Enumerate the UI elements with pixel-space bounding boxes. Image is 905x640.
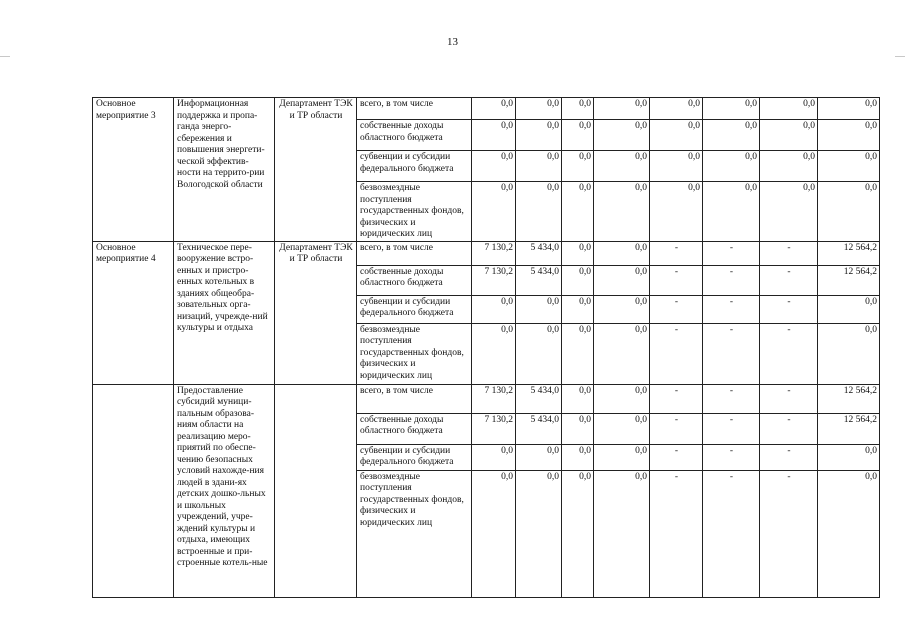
value-cell: 0,0 xyxy=(516,470,562,597)
value-cell: 0,0 xyxy=(594,151,650,182)
value-cell: 0,0 xyxy=(562,120,594,151)
funding-source-cell: субвенции и субсидии федерального бюджета xyxy=(357,295,472,323)
value-cell: - xyxy=(703,470,760,597)
value-cell: 0,0 xyxy=(562,151,594,182)
value-cell: 0,0 xyxy=(472,470,516,597)
funding-source-cell: всего, в том числе xyxy=(357,241,472,265)
value-cell: 0,0 xyxy=(594,98,650,120)
table-row xyxy=(93,241,880,265)
value-cell: 0,0 xyxy=(562,241,594,265)
value-cell: 0,0 xyxy=(760,182,818,242)
value-cell: - xyxy=(760,470,818,597)
value-cell: 0,0 xyxy=(594,323,650,384)
value-cell: 0,0 xyxy=(562,384,594,413)
value-cell: - xyxy=(760,384,818,413)
description-cell: Техническое пере-вооружение встро-енных и пристро-енных котельных в зданиях общеобра-зовательных орга-низаций, учрежде-ний культуры и отдыха xyxy=(174,241,275,384)
value-cell: - xyxy=(760,241,818,265)
value-cell: 12 564,2 xyxy=(818,413,880,444)
department-cell: Департамент ТЭК и ТР области xyxy=(275,98,357,242)
value-cell: 0,0 xyxy=(650,182,703,242)
value-cell: - xyxy=(650,265,703,295)
value-cell: 0,0 xyxy=(562,182,594,242)
value-cell: 5 434,0 xyxy=(516,241,562,265)
value-cell: - xyxy=(703,265,760,295)
value-cell: 0,0 xyxy=(472,323,516,384)
event-cell: Основное мероприятие 3 xyxy=(93,98,174,242)
value-cell: - xyxy=(760,323,818,384)
value-cell: 0,0 xyxy=(516,444,562,470)
value-cell: 0,0 xyxy=(818,444,880,470)
funding-source-cell: безвозмездные поступления государственных фондов, физических и юридических лиц xyxy=(357,323,472,384)
value-cell: 0,0 xyxy=(818,470,880,597)
value-cell: 0,0 xyxy=(818,151,880,182)
value-cell: 7 130,2 xyxy=(472,265,516,295)
value-cell: - xyxy=(760,265,818,295)
value-cell: - xyxy=(760,413,818,444)
table-row xyxy=(93,98,880,120)
value-cell: 0,0 xyxy=(562,413,594,444)
value-cell: 0,0 xyxy=(516,120,562,151)
value-cell: 0,0 xyxy=(594,120,650,151)
value-cell: 0,0 xyxy=(472,444,516,470)
value-cell: 0,0 xyxy=(594,182,650,242)
funding-source-cell: безвозмездные поступления государственных фондов, физических и юридических лиц xyxy=(357,470,472,597)
funding-source-cell: собственные доходы областного бюджета xyxy=(357,265,472,295)
value-cell: 0,0 xyxy=(760,120,818,151)
value-cell: - xyxy=(760,444,818,470)
value-cell: 0,0 xyxy=(562,444,594,470)
value-cell: 0,0 xyxy=(760,98,818,120)
value-cell: 0,0 xyxy=(594,384,650,413)
value-cell: 12 564,2 xyxy=(818,265,880,295)
value-cell: 0,0 xyxy=(516,151,562,182)
value-cell: 0,0 xyxy=(818,98,880,120)
value-cell: 0,0 xyxy=(703,98,760,120)
value-cell: 0,0 xyxy=(516,295,562,323)
value-cell: 12 564,2 xyxy=(818,384,880,413)
value-cell: 5 434,0 xyxy=(516,265,562,295)
table-row xyxy=(93,384,880,413)
value-cell: 0,0 xyxy=(650,98,703,120)
department-cell xyxy=(275,384,357,597)
left-margin-mark xyxy=(0,56,10,57)
value-cell: 0,0 xyxy=(472,120,516,151)
description-cell: Предоставление субсидий муници-пальным образова-ниям области на реализацию меро-приятий по обеспе-чению безопасных условий нахожде-ния людей в здани-ях детских дошко-льных и школьных учреждений, учре-ждений культуры и отдыха, имеющих встроенные и при-строенные котель-ные xyxy=(174,384,275,597)
value-cell: 0,0 xyxy=(703,120,760,151)
value-cell: - xyxy=(650,323,703,384)
value-cell: 7 130,2 xyxy=(472,241,516,265)
value-cell: 5 434,0 xyxy=(516,384,562,413)
value-cell: 12 564,2 xyxy=(818,241,880,265)
page-number: 13 xyxy=(447,36,458,48)
value-cell: 0,0 xyxy=(472,295,516,323)
value-cell: 0,0 xyxy=(516,182,562,242)
value-cell: 0,0 xyxy=(703,182,760,242)
value-cell: 0,0 xyxy=(594,413,650,444)
value-cell: 7 130,2 xyxy=(472,384,516,413)
value-cell: - xyxy=(703,444,760,470)
value-cell: 0,0 xyxy=(562,323,594,384)
value-cell: - xyxy=(650,295,703,323)
value-cell: 0,0 xyxy=(594,295,650,323)
value-cell: 0,0 xyxy=(703,151,760,182)
right-margin-mark xyxy=(895,56,905,57)
value-cell: 0,0 xyxy=(472,182,516,242)
value-cell: 0,0 xyxy=(818,120,880,151)
value-cell: 0,0 xyxy=(650,151,703,182)
funding-source-cell: всего, в том числе xyxy=(357,384,472,413)
value-cell: 0,0 xyxy=(650,120,703,151)
value-cell: 0,0 xyxy=(472,98,516,120)
value-cell: - xyxy=(703,384,760,413)
description-cell: Информационная поддержка и пропа-ганда энерго-сбережения и повышения энергети-ческой эффектив-ности на террито-рии Вологодской области xyxy=(174,98,275,242)
value-cell: 0,0 xyxy=(562,470,594,597)
value-cell: - xyxy=(650,413,703,444)
value-cell: - xyxy=(703,241,760,265)
funding-source-cell: всего, в том числе xyxy=(357,98,472,120)
value-cell: 0,0 xyxy=(562,98,594,120)
value-cell: 0,0 xyxy=(818,295,880,323)
value-cell: - xyxy=(650,384,703,413)
funding-source-cell: субвенции и субсидии федерального бюджета xyxy=(357,444,472,470)
value-cell: - xyxy=(650,444,703,470)
funding-source-cell: безвозмездные поступления государственных фондов, физических и юридических лиц xyxy=(357,182,472,242)
event-cell xyxy=(93,384,174,597)
department-cell: Департамент ТЭК и ТР области xyxy=(275,241,357,384)
funding-source-cell: собственные доходы областного бюджета xyxy=(357,413,472,444)
value-cell: 0,0 xyxy=(594,470,650,597)
value-cell: 0,0 xyxy=(594,241,650,265)
value-cell: 0,0 xyxy=(818,182,880,242)
value-cell: 0,0 xyxy=(516,98,562,120)
value-cell: - xyxy=(703,323,760,384)
value-cell: - xyxy=(703,413,760,444)
value-cell: - xyxy=(650,241,703,265)
value-cell: 0,0 xyxy=(472,151,516,182)
value-cell: 0,0 xyxy=(516,323,562,384)
value-cell: 7 130,2 xyxy=(472,413,516,444)
value-cell: - xyxy=(760,295,818,323)
value-cell: 0,0 xyxy=(760,151,818,182)
value-cell: 5 434,0 xyxy=(516,413,562,444)
value-cell: 0,0 xyxy=(594,265,650,295)
value-cell: 0,0 xyxy=(818,323,880,384)
value-cell: 0,0 xyxy=(562,295,594,323)
funding-source-cell: субвенции и субсидии федерального бюджета xyxy=(357,151,472,182)
funding-source-cell: собственные доходы областного бюджета xyxy=(357,120,472,151)
budget-table-body xyxy=(93,98,880,598)
budget-table xyxy=(92,97,880,598)
value-cell: - xyxy=(650,470,703,597)
event-cell: Основное мероприятие 4 xyxy=(93,241,174,384)
value-cell: 0,0 xyxy=(594,444,650,470)
value-cell: 0,0 xyxy=(562,265,594,295)
value-cell: - xyxy=(703,295,760,323)
